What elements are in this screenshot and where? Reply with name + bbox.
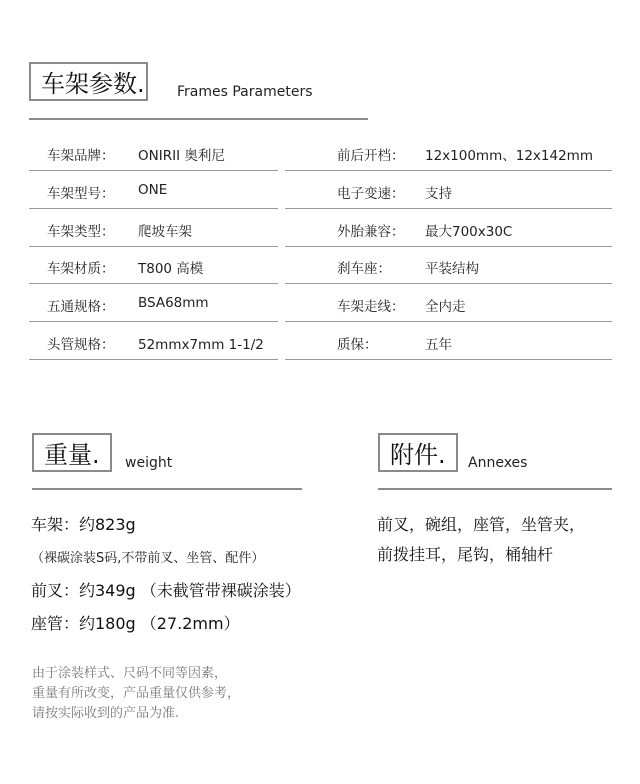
spec-label: 质保： (337, 337, 378, 353)
spec-label: 车架类型： (47, 223, 115, 240)
divider (32, 488, 302, 490)
spec-value: 12x100mm、12x142mm (425, 148, 593, 164)
weight-note (32, 664, 240, 724)
note-line: 由于涂装样式、尺码不同等因素， (32, 666, 228, 681)
spec-value: 平装结构 (425, 261, 479, 278)
annexes-line: 前拨挂耳，尾钩，桶轴杆 (377, 545, 554, 564)
spec-value: ONE (138, 181, 168, 198)
spec-row (29, 284, 278, 322)
spec-row (285, 209, 612, 247)
frames-title-box (29, 62, 148, 101)
spec-value: ONIRII 奥利尼 (138, 148, 225, 164)
frames-title: 车架参数. (41, 70, 145, 98)
annexes-line: 前叉，碗组，座管，坐管夹， (377, 515, 586, 534)
weight-subtitle: weight (125, 455, 173, 471)
weight-seatpost: 座管：约180g （27.2mm） (31, 614, 240, 633)
spec-value: 支持 (425, 185, 452, 202)
spec-value: 全内走 (425, 299, 466, 316)
note-line: 重量有所改变，产品重量仅供参考， (32, 686, 241, 701)
weight-fork: 前叉：约349g （未截管带裸碳涂装） (31, 581, 301, 600)
spec-label: 五通规格： (47, 299, 115, 316)
divider (29, 118, 368, 120)
spec-value: 五年 (425, 337, 452, 353)
divider (378, 488, 612, 490)
spec-label: 外胎兼容： (337, 223, 405, 240)
annexes-title-box (378, 433, 458, 472)
spec-row (29, 171, 278, 209)
spec-label: 头管规格： (47, 337, 115, 353)
spec-row (285, 246, 612, 284)
spec-row (29, 246, 278, 284)
spec-label: 车架品牌： (47, 148, 115, 164)
spec-label: 车架材质： (47, 261, 115, 278)
annexes-subtitle: Annexes (468, 455, 528, 471)
spec-label: 车架型号： (47, 185, 115, 202)
spec-value: 52mmx7mm 1-1/2 (138, 337, 264, 353)
spec-row (29, 322, 278, 360)
weight-title-box (32, 433, 112, 472)
spec-label: 前后开档： (337, 148, 405, 164)
spec-row (285, 284, 612, 322)
spec-value: T800 高模 (138, 261, 204, 278)
spec-label: 电子变速： (337, 185, 405, 202)
weight-frame-note: （裸碳涂装S码,不带前叉、坐管、配件） (31, 551, 265, 566)
frames-subtitle: Frames Parameters (177, 84, 313, 100)
spec-label: 车架走线： (337, 299, 405, 316)
spec-row (29, 133, 278, 171)
weight-frame: 车架：约823g (31, 515, 136, 534)
spec-row (285, 133, 612, 171)
spec-row (285, 171, 612, 209)
spec-row (285, 322, 612, 360)
spec-value: BSA68mm (138, 295, 209, 312)
spec-value: 最大700x30C (425, 223, 513, 240)
weight-title: 重量. (44, 441, 100, 469)
note-line: 请按实际收到的产品为准. (32, 706, 180, 721)
annexes-title: 附件. (390, 441, 446, 469)
spec-value: 爬坡车架 (138, 223, 192, 240)
spec-row (29, 209, 278, 247)
spec-label: 刹车座： (337, 261, 391, 278)
